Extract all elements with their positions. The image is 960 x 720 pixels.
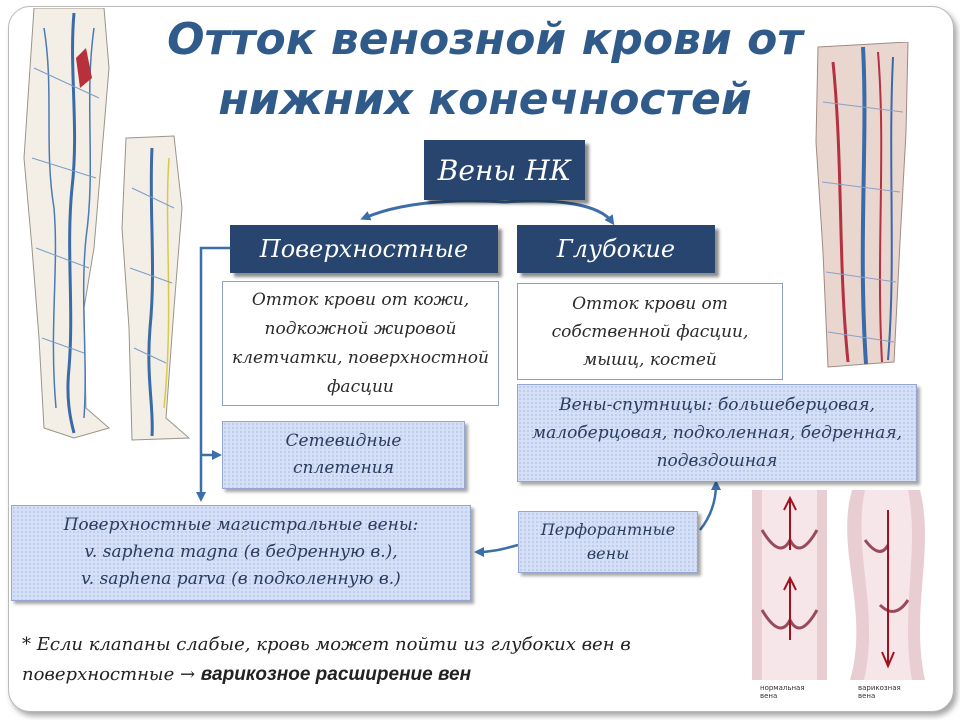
root-label: Вены НК bbox=[437, 153, 572, 187]
deep-description bbox=[517, 283, 783, 380]
root-box bbox=[424, 140, 585, 200]
superficial-label: Поверхностные bbox=[259, 235, 469, 263]
footnote bbox=[22, 630, 702, 690]
superficial-description-text: Отток крови от кожи, подкожной жировой клетчатки, поверхностной фасции bbox=[232, 289, 489, 397]
main-veins-box bbox=[11, 505, 471, 601]
footnote-text: * Если клапаны слабые, кровь может пойти из глубоких вен в поверхностные → bbox=[22, 634, 631, 685]
superficial-box bbox=[230, 225, 498, 273]
deep-box bbox=[517, 225, 715, 273]
main-veins-line-1: Поверхностные магистральные вены: bbox=[63, 515, 419, 535]
perforant-text: Перфорантные вены bbox=[540, 520, 676, 563]
footnote-bold: варикозное расширение вен bbox=[200, 664, 472, 685]
networks-box bbox=[222, 421, 465, 489]
slide-title: Отток венозной крови от нижних конечностей bbox=[167, 14, 803, 125]
main-veins-line-2: v. saphena magna (в бедренную в.), bbox=[84, 542, 398, 562]
valve-label-varicose: варикозная вена bbox=[858, 684, 901, 700]
valve-label-normal: нормальная вена bbox=[760, 684, 805, 700]
arrow-perforant-to-main bbox=[478, 545, 518, 552]
arrow-to-deep bbox=[505, 201, 612, 222]
superficial-description bbox=[222, 281, 499, 406]
main-veins-line-3: v. saphena parva (в подколенную в.) bbox=[81, 569, 401, 589]
arrow-perforant-to-deep bbox=[700, 484, 716, 530]
deep-veins-box bbox=[517, 384, 917, 482]
deep-veins-text: Вены-спутницы: большеберцовая, малоберцовая, подколенная, бедренная, подвздошная bbox=[532, 395, 902, 471]
deep-description-text: Отток крови от собственной фасции, мышц, костей bbox=[551, 293, 749, 370]
arrow-to-superficial bbox=[364, 201, 505, 218]
networks-text: Сетевидные сплетения bbox=[285, 431, 402, 478]
deep-label: Глубокие bbox=[556, 235, 676, 263]
perforant-box bbox=[518, 511, 698, 573]
